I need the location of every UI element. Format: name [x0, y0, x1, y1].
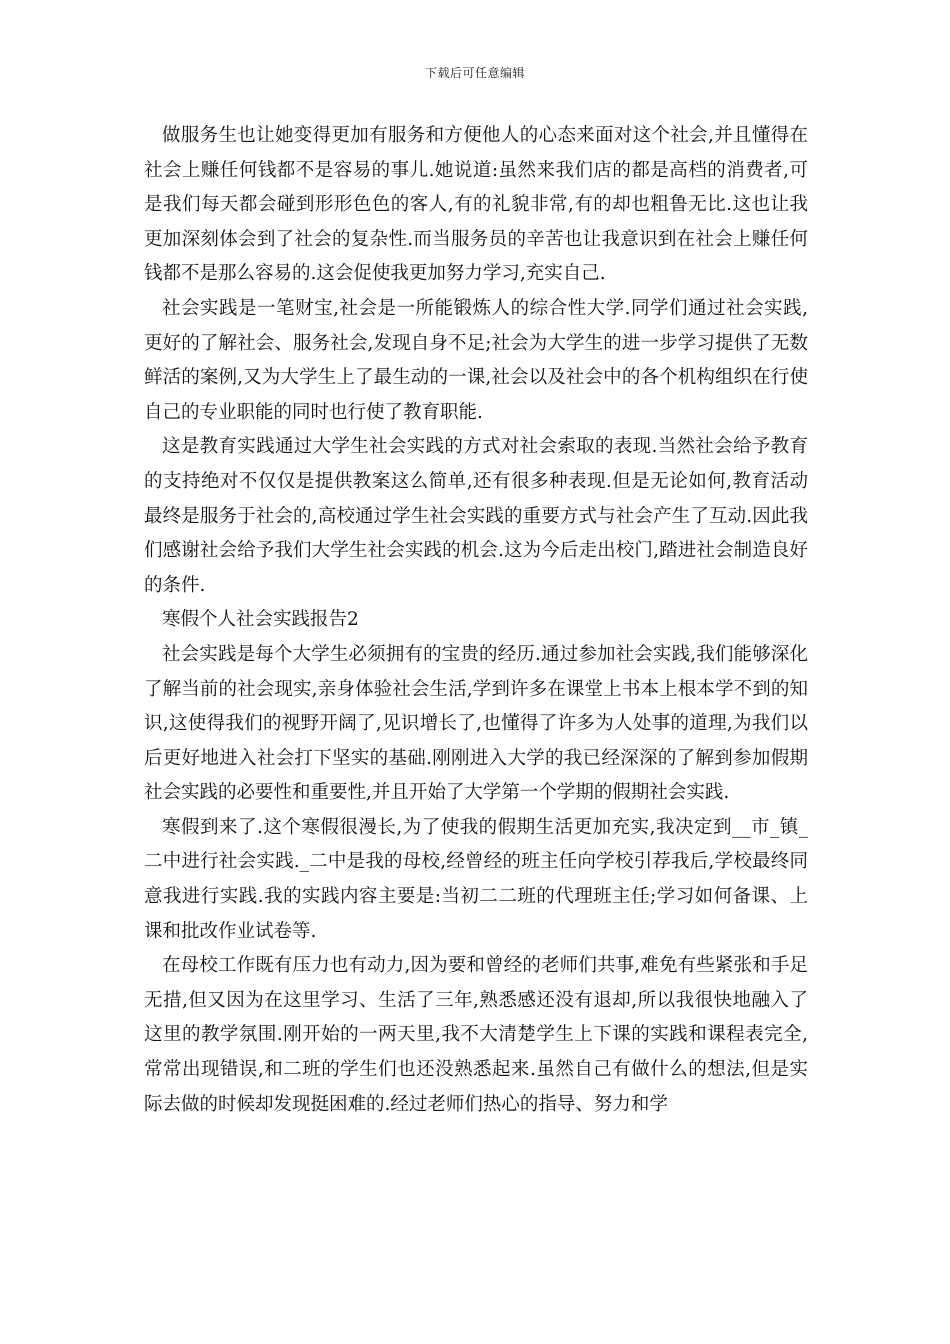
paragraph-6: 在母校工作既有压力也有动力,因为要和曾经的老师们共事,难免有些紧张和手足无措,但又因为在这里学习、生活了三年,熟悉感还没有退却,所以我很快地融入了这里的教学氛围.刚开始的一两天里,我不大清楚学生上下课的实践和课程表完全,常常出现错误,和二班的学生们也还没熟悉起来.虽然自己有做什么的想法,但是实际去做的时候却发现挺困难的.经过老师们热心的指导、努力和学: [144, 955, 808, 1115]
section-heading: 寒假个人社会实践报告2: [162, 609, 359, 631]
page-header-note: 下载后可任意编辑: [424, 66, 525, 80]
document-body: [144, 119, 808, 1122]
paragraph-1: 做服务生也让她变得更加有服务和方便他人的心态来面对这个社会,并且懂得在社会上赚任何钱都不是容易的事儿.她说道:虽然来我们店的都是高档的消费者,可是我们每天都会碰到形形色色的客人,有的礼貌非常,有的却也粗鲁无比.这也让我更加深刻体会到了社会的复杂性.而当服务员的辛苦也让我意识到在社会上赚任何钱都不是那么容易的.这会促使我更加努力学习,充实自己.: [144, 125, 808, 285]
paragraph-4: 社会实践是每个大学生必须拥有的宝贵的经历.通过参加社会实践,我们能够深化了解当前的社会现实,亲身体验社会生活,学到许多在课堂上书本上根本学不到的知识,这使得我们的视野开阔了,见识增长了,也懂得了许多为人处事的道理,为我们以后更好地进入社会打下坚实的基础.刚刚进入大学的我已经深深的了解到参加假期社会实践的必要性和重要性,并且开始了大学第一个学期的假期社会实践.: [144, 643, 808, 804]
paragraph-3: 这是教育实践通过大学生社会实践的方式对社会索取的表现.当然社会给予教育的支持绝对不仅仅是提供教案这么简单,还有很多种表现.但是无论如何,教育活动最终是服务于社会的,高校通过学生社会实践的重要方式与社会产生了互动.因此我们感谢社会给予我们大学生社会实践的机会.这为今后走出校门,踏进社会制造良好的条件.: [144, 436, 808, 596]
paragraph-2: 社会实践是一笔财宝,社会是一所能锻炼人的综合性大学.同学们通过社会实践,更好的了解社会、服务社会,发现自身不足;社会为大学生的进一步学习提供了无数鲜活的案例,又为大学生上了最生动的一课,社会以及社会中的各个机构组织在行使自己的专业职能的同时也行使了教育职能.: [144, 297, 808, 423]
paragraph-5: 寒假到来了.这个寒假很漫长,为了使我的假期生活更加充实,我决定到__市_镇_二中进行社会实践._二中是我的母校,经曾经的班主任向学校引荐我后,学校最终同意我进行实践.我的实践内容主要是:当初二二班的代理班主任;学习如何备课、上课和批改作业试卷等.: [144, 816, 808, 942]
